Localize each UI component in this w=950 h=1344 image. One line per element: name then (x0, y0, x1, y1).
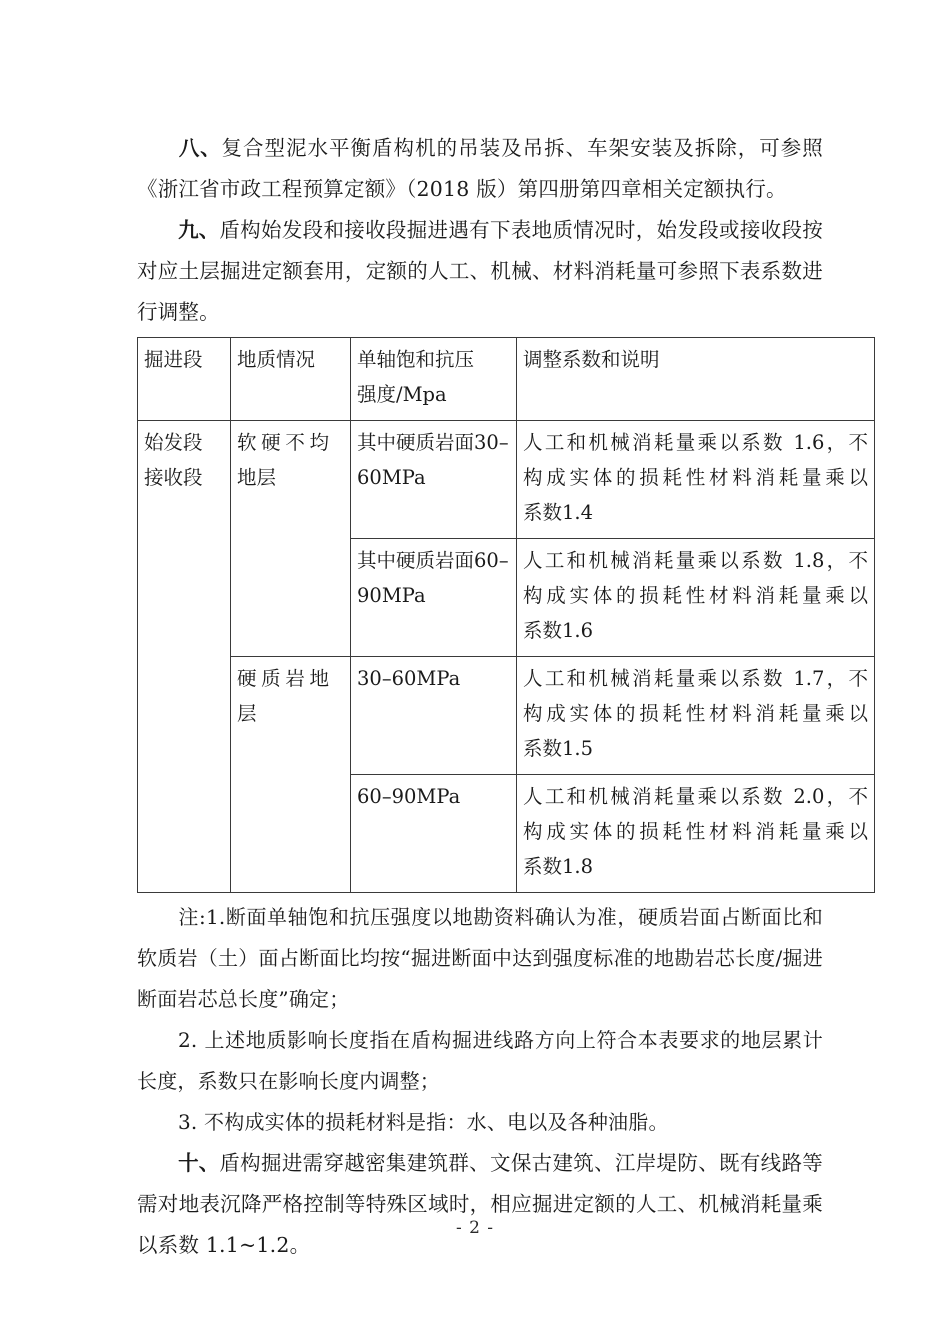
adjustment-1-line2: 构成实体的损耗性材料消耗量乘以 (523, 466, 868, 489)
note-three-text: 3. 不构成实体的损耗材料是指：水、电以及各种油脂。 (178, 1110, 669, 1134)
adjustment-1-line3: 系数1.4 (523, 501, 594, 524)
geology-group-1-line2: 地层 (237, 466, 277, 489)
page-content (137, 128, 868, 1266)
cell-geology-group-1 (231, 421, 351, 657)
paragraph-ten-text: 盾构掘进需穿越密集建筑群、文保古建筑、江岸堤防、既有线路等需对地表沉降严格控制等特殊区域时，相应掘进定额的人工、机械消耗量乘以系数 1.1~1.2。 (137, 1151, 823, 1257)
strength-4-line1: 60–90MPa (357, 785, 461, 808)
paragraph-nine-marker: 九、 (178, 218, 220, 242)
geology-coefficient-table (137, 337, 875, 893)
header-strength-line2: 强度/Mpa (357, 383, 447, 406)
section-label-line2: 接收段 (144, 466, 203, 489)
adjustment-3-line2: 构成实体的损耗性材料消耗量乘以 (523, 702, 868, 725)
cell-adjustment-3 (517, 657, 875, 775)
cell-section-label (138, 421, 231, 893)
cell-adjustment-4 (517, 775, 875, 893)
header-cell-section: 掘进段 (138, 338, 231, 421)
cell-strength-2 (351, 539, 517, 657)
cell-geology-group-2 (231, 657, 351, 893)
adjustment-4-line3: 系数1.8 (523, 855, 594, 878)
adjustment-2-line1: 人工和机械消耗量乘以系数 1.8，不 (523, 549, 868, 572)
cell-strength-4 (351, 775, 517, 893)
cell-strength-3 (351, 657, 517, 775)
paragraph-eight-marker: 八、 (178, 136, 222, 160)
adjustment-3-line1: 人工和机械消耗量乘以系数 1.7，不 (523, 667, 868, 690)
note-one-text: 注:1.断面单轴饱和抗压强度以地勘资料确认为准，硬质岩面占断面比和软质岩（土）面占断面比均按“掘进断面中达到强度标准的地勘岩芯长度/掘进断面岩芯总长度”确定； (137, 905, 823, 1011)
note-one (137, 897, 823, 1020)
paragraph-nine-text: 盾构始发段和接收段掘进遇有下表地质情况时，始发段或接收段按对应土层掘进定额套用，定额的人工、机械、材料消耗量可参照下表系数进行调整。 (137, 218, 823, 324)
adjustment-2-line3: 系数1.6 (523, 619, 594, 642)
geology-group-1-line1: 软硬不均 (237, 431, 329, 454)
adjustment-4-line2: 构成实体的损耗性材料消耗量乘以 (523, 820, 868, 843)
table-header-row (138, 338, 875, 421)
cell-strength-1 (351, 421, 517, 539)
paragraph-ten (137, 1143, 823, 1266)
header-strength-line1: 单轴饱和抗压 (357, 348, 475, 371)
strength-1-line1: 其中硬质岩面 (357, 431, 475, 454)
cell-adjustment-1 (517, 421, 875, 539)
geology-group-2-line2: 层 (237, 702, 257, 725)
adjustment-4-line1: 人工和机械消耗量乘以系数 2.0，不 (523, 785, 868, 808)
paragraph-eight-text: 复合型泥水平衡盾构机的吊装及吊拆、车架安装及拆除，可参照《浙江省市政工程预算定额》（2018 版）第四册第四章相关定额执行。 (137, 136, 824, 201)
adjustment-2-line2: 构成实体的损耗性材料消耗量乘以 (523, 584, 868, 607)
strength-2-line2: 60–90MPa (357, 549, 509, 607)
strength-3-line1: 30–60MPa (357, 667, 461, 690)
paragraph-ten-marker: 十、 (178, 1151, 220, 1175)
section-label-line1: 始发段 (144, 431, 203, 454)
strength-2-line1: 其中硬质岩面 (357, 549, 475, 572)
note-two-text: 2. 上述地质影响长度指在盾构掘进线路方向上符合本表要求的地层累计长度，系数只在影响长度内调整； (137, 1028, 823, 1093)
adjustment-3-line3: 系数1.5 (523, 737, 594, 760)
table-row (138, 657, 875, 775)
cell-adjustment-2 (517, 539, 875, 657)
note-two (137, 1020, 823, 1102)
paragraph-nine (137, 210, 823, 333)
note-three (137, 1102, 823, 1143)
header-cell-adjustment: 调整系数和说明 (517, 338, 875, 421)
geology-group-2-line1: 硬质岩地 (237, 667, 329, 690)
header-cell-geology: 地质情况 (231, 338, 351, 421)
table-row (138, 421, 875, 539)
adjustment-1-line1: 人工和机械消耗量乘以系数 1.6，不 (523, 431, 868, 454)
header-cell-strength (351, 338, 517, 421)
paragraph-eight (137, 128, 823, 210)
page-number: - 2 - (455, 1218, 495, 1238)
strength-1-line2: 30–60MPa (357, 431, 509, 489)
